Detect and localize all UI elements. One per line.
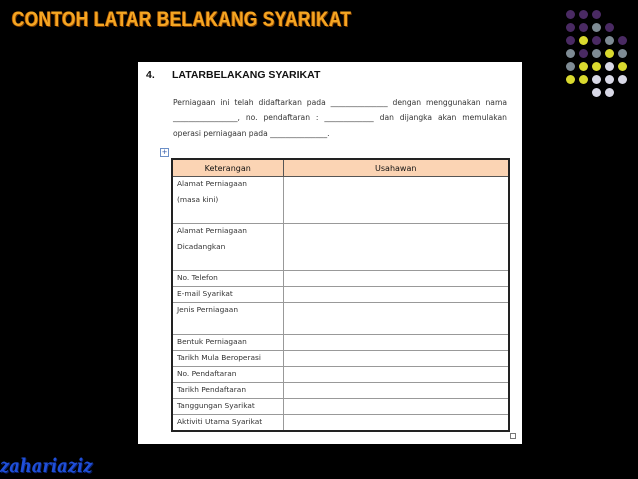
decor-dot xyxy=(605,62,614,71)
row-label-sub: (masa kini) xyxy=(177,195,219,204)
decor-dot xyxy=(592,62,601,71)
row-value-cell[interactable] xyxy=(283,399,509,415)
row-value-cell[interactable] xyxy=(283,287,509,303)
row-label: Bentuk Perniagaan xyxy=(172,335,283,351)
table-move-handle-icon[interactable]: + xyxy=(161,148,168,156)
document-page xyxy=(138,62,522,444)
decor-dot xyxy=(579,10,588,19)
decor-dot xyxy=(605,75,614,84)
decor-dot xyxy=(605,49,614,58)
table-row xyxy=(172,287,509,303)
table-row xyxy=(172,367,509,383)
table-row xyxy=(172,383,509,399)
table-row xyxy=(172,224,509,271)
decor-dot xyxy=(579,62,588,71)
decor-dot xyxy=(592,49,601,58)
table-row xyxy=(172,335,509,351)
decor-dot xyxy=(566,10,575,19)
header-keterangan: Keterangan xyxy=(172,159,283,177)
row-value-cell[interactable] xyxy=(283,303,509,335)
decor-dot xyxy=(618,75,627,84)
slide-title: CONTOH LATAR BELAKANG SYARIKAT xyxy=(12,8,352,31)
decor-dot xyxy=(566,62,575,71)
intro-paragraph: Perniagaan ini telah didaftarkan pada _______________ dengan menggunakan nama _________________, no. pendaftaran : _____________ dan dijangka akan memulakan operasi perniagaan pada _______________. xyxy=(173,98,507,138)
table-resize-handle-icon[interactable] xyxy=(510,433,516,439)
row-value-cell[interactable] xyxy=(283,177,509,224)
decor-dot xyxy=(605,36,614,45)
decor-dot xyxy=(579,49,588,58)
row-value-cell[interactable] xyxy=(283,271,509,287)
table-row xyxy=(172,399,509,415)
row-value-cell[interactable] xyxy=(283,224,509,271)
row-value-cell[interactable] xyxy=(283,351,509,367)
row-value-cell[interactable] xyxy=(283,383,509,399)
section-heading xyxy=(146,69,320,81)
decor-dot xyxy=(592,75,601,84)
decor-dot xyxy=(579,36,588,45)
decor-dot xyxy=(579,75,588,84)
decor-dot xyxy=(618,36,627,45)
company-background-table xyxy=(171,158,510,432)
table-row xyxy=(172,415,509,431)
row-label: No. Pendaftaran xyxy=(172,367,283,383)
author-watermark: zahariaziz xyxy=(0,455,93,477)
decor-dot xyxy=(566,49,575,58)
decor-dot xyxy=(566,23,575,32)
decor-dot xyxy=(592,23,601,32)
section-title: LATARBELAKANG SYARIKAT xyxy=(172,69,321,81)
decor-dot xyxy=(592,10,601,19)
decor-dot xyxy=(592,88,601,97)
decor-dot xyxy=(618,62,627,71)
row-label: E-mail Syarikat xyxy=(172,287,283,303)
header-usahawan: Usahawan xyxy=(283,159,509,177)
decor-dot xyxy=(592,36,601,45)
table-row xyxy=(172,177,509,224)
decor-dot xyxy=(579,23,588,32)
row-label-sub: Dicadangkan xyxy=(177,242,226,251)
decor-dot xyxy=(605,88,614,97)
row-label xyxy=(172,177,283,224)
table-row xyxy=(172,351,509,367)
row-label: Tarikh Pendaftaran xyxy=(172,383,283,399)
decorative-dot-grid xyxy=(566,10,634,102)
row-label: Tanggungan Syarikat xyxy=(172,399,283,415)
row-value-cell[interactable] xyxy=(283,415,509,431)
decor-dot xyxy=(566,75,575,84)
row-label: Jenis Perniagaan xyxy=(172,303,283,335)
row-value-cell[interactable] xyxy=(283,335,509,351)
row-label-text: Alamat Perniagaan xyxy=(177,226,247,235)
row-value-cell[interactable] xyxy=(283,367,509,383)
decor-dot xyxy=(605,23,614,32)
row-label: Aktiviti Utama Syarikat xyxy=(172,415,283,431)
row-label xyxy=(172,224,283,271)
decor-dot xyxy=(566,36,575,45)
row-label: Tarikh Mula Beroperasi xyxy=(172,351,283,367)
table-row xyxy=(172,271,509,287)
table-row xyxy=(172,303,509,335)
decor-dot xyxy=(618,49,627,58)
row-label: No. Telefon xyxy=(172,271,283,287)
section-number: 4. xyxy=(146,69,155,81)
row-label-text: Alamat Perniagaan xyxy=(177,179,247,188)
